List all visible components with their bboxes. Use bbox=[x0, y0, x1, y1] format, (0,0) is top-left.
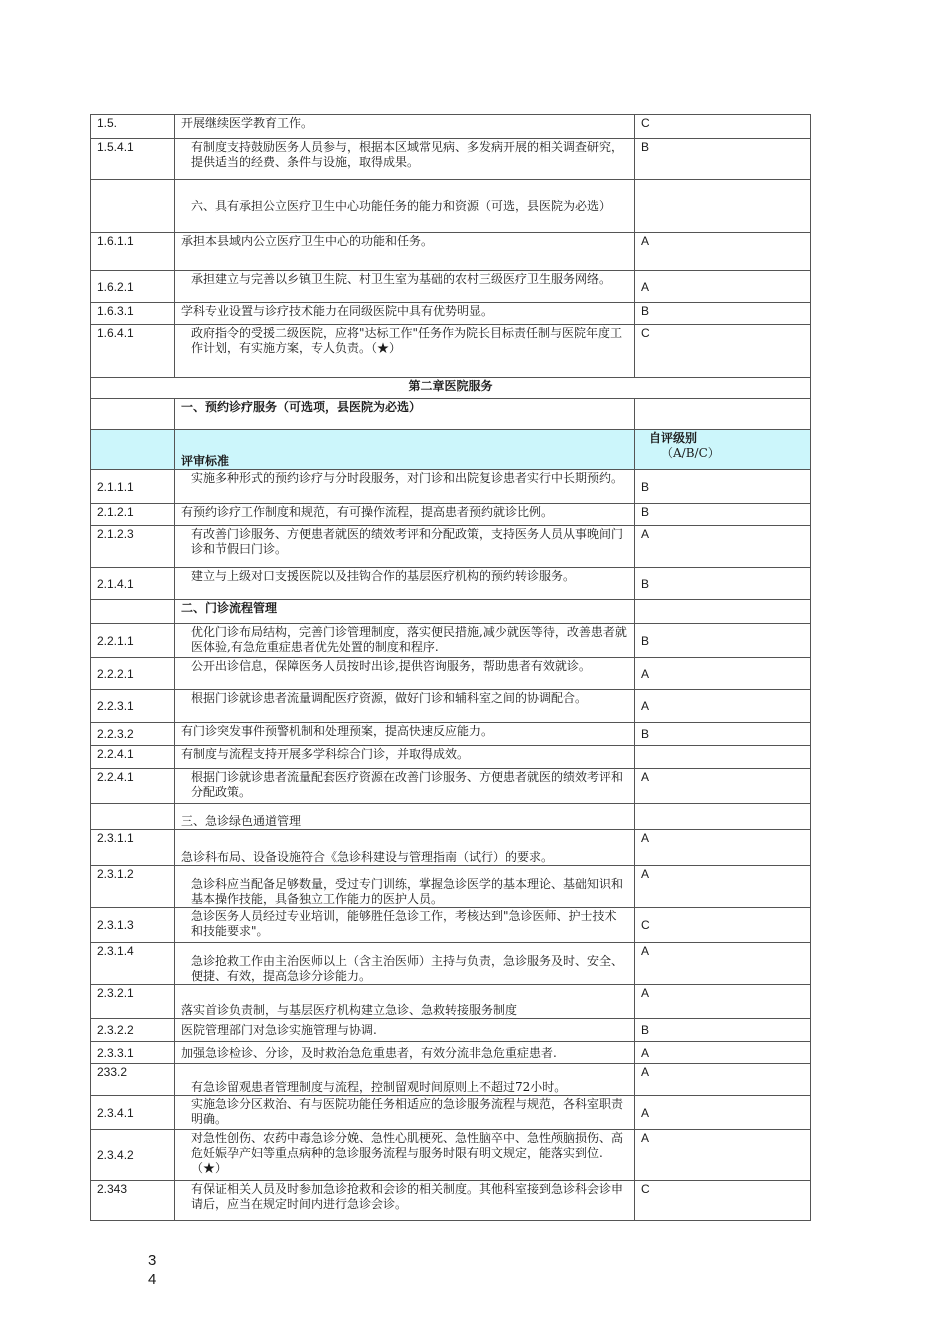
table-row bbox=[91, 233, 811, 271]
self-grade: A bbox=[635, 1064, 811, 1096]
self-grade: A bbox=[635, 830, 811, 866]
item-text: 急诊抢救工作由主治医师以上（含主治医师）主持与负责，急诊服务及时、安全、便捷、有效，提高急诊分诊能力。 bbox=[175, 943, 635, 985]
item-code: 1.6.1.1 bbox=[91, 233, 175, 271]
item-text: 优化门诊布局结构，完善门诊管理制度，落实便民措施,减少就医等待，改善患者就医体验,有急危重症患者优先处置的制度和程序. bbox=[175, 624, 635, 658]
table-row bbox=[91, 985, 811, 1019]
item-code: 2.1.2.3 bbox=[91, 526, 175, 568]
item-code: 2.3.1.1 bbox=[91, 830, 175, 866]
item-code: 1.6.3.1 bbox=[91, 303, 175, 325]
item-text: 实施多种形式的预约诊疗与分时段服务，对门诊和出院复诊患者实行中长期预约。 bbox=[175, 470, 635, 504]
item-text: 学科专业设置与诊疗技术能力在同级医院中具有优势明显。 bbox=[175, 303, 635, 325]
self-grade: A bbox=[635, 943, 811, 985]
chapter-title: 第二章医院服务 bbox=[91, 378, 811, 399]
table-row bbox=[91, 115, 811, 139]
item-text: 有制度与流程支持开展多学科综合门诊，并取得成效。 bbox=[175, 746, 635, 769]
section-row bbox=[91, 600, 811, 624]
table-row bbox=[91, 470, 811, 504]
self-grade: A bbox=[635, 866, 811, 908]
table-row bbox=[91, 568, 811, 600]
self-grade bbox=[635, 180, 811, 233]
self-grade: B bbox=[635, 1019, 811, 1042]
table-row bbox=[91, 504, 811, 526]
self-grade: A bbox=[635, 658, 811, 690]
table-row bbox=[91, 1042, 811, 1064]
table-row bbox=[91, 1130, 811, 1181]
self-grade: B bbox=[635, 504, 811, 526]
item-text: 根据门诊就诊患者流量配套医疗资源在改善门诊服务、方便患者就医的绩效考评和分配政策。 bbox=[175, 769, 635, 804]
self-grade: C bbox=[635, 1181, 811, 1221]
header-standard: 评审标准 bbox=[175, 430, 635, 470]
table-row bbox=[91, 1096, 811, 1130]
item-text: 实施急诊分区救治、有与医院功能任务相适应的急诊服务流程与规范，各科室职责明确。 bbox=[175, 1096, 635, 1130]
item-text: 急诊科应当配备足够数量，受过专门训练，掌握急诊医学的基本理论、基础知识和基本操作技能，具备独立工作能力的医护人员。 bbox=[175, 866, 635, 908]
item-code: 2.3.1.4 bbox=[91, 943, 175, 985]
item-code: 2.2.3.2 bbox=[91, 723, 175, 746]
self-grade bbox=[635, 746, 811, 769]
item-code: 2.1.1.1 bbox=[91, 470, 175, 504]
table-row bbox=[91, 746, 811, 769]
item-text: 公开出诊信息，保障医务人员按时出诊,提供咨询服务，帮助患者有效就诊。 bbox=[175, 658, 635, 690]
item-text: 有制度支持鼓励医务人员参与，根据本区域常见病、多发病开展的相关调查研究，提供适当的经费、条件与设施，取得成果。 bbox=[175, 139, 635, 180]
item-text: 政府指令的受援二级医院，应将"达标工作"任务作为院长目标责任制与医院年度工作计划，有实施方案，专人负责。（★） bbox=[175, 325, 635, 378]
item-text: 急诊科布局、设备设施符合《急诊科建设与管理指南（试行）的要求。 bbox=[175, 830, 635, 866]
header-grade-sub: （A/B/C） bbox=[661, 446, 720, 460]
item-code: 2.3.3.1 bbox=[91, 1042, 175, 1064]
self-grade: A bbox=[635, 769, 811, 804]
self-grade: A bbox=[635, 1130, 811, 1181]
self-grade: A bbox=[635, 233, 811, 271]
section-heading: 一、预约诊疗服务（可选项，县医院为必选） bbox=[175, 399, 635, 430]
item-code: 2.2.2.1 bbox=[91, 658, 175, 690]
item-text: 医院管理部门对急诊实施管理与协调. bbox=[175, 1019, 635, 1042]
page-number-digit: 3 bbox=[148, 1252, 157, 1269]
item-code: 2.3.4.2 bbox=[91, 1130, 175, 1181]
table-header-row bbox=[91, 430, 811, 470]
self-grade: B bbox=[635, 568, 811, 600]
self-grade: A bbox=[635, 1042, 811, 1064]
self-grade: B bbox=[635, 139, 811, 180]
item-text: 有门诊突发事件预警机制和处理预案，提高快速反应能力。 bbox=[175, 723, 635, 746]
item-text: 有保证相关人员及时参加急诊抢救和会诊的相关制度。其他科室接到急诊科会诊申请后，应当在规定时间内进行急诊会诊。 bbox=[175, 1181, 635, 1221]
table-row bbox=[91, 139, 811, 180]
self-grade: B bbox=[635, 303, 811, 325]
item-code: 2.1.2.1 bbox=[91, 504, 175, 526]
table-row bbox=[91, 723, 811, 746]
table-row bbox=[91, 1019, 811, 1042]
section-row bbox=[91, 399, 811, 430]
table-row bbox=[91, 325, 811, 378]
item-text: 急诊医务人员经过专业培训，能够胜任急诊工作，考核达到"急诊医师、护士技术和技能要求"。 bbox=[175, 908, 635, 943]
empty-cell bbox=[91, 804, 175, 830]
table-row bbox=[91, 303, 811, 325]
self-grade: C bbox=[635, 115, 811, 139]
item-code: 2.2.4.1 bbox=[91, 769, 175, 804]
item-code: 2.3.1.2 bbox=[91, 866, 175, 908]
item-code bbox=[91, 180, 175, 233]
table-row bbox=[91, 624, 811, 658]
item-code: 2.3.4.1 bbox=[91, 1096, 175, 1130]
table-row bbox=[91, 830, 811, 866]
review-standards-table bbox=[90, 114, 811, 1221]
section-heading: 六、具有承担公立医疗卫生中心功能任务的能力和资源（可选，县医院为必选） bbox=[175, 180, 635, 233]
item-text: 有改善门诊服务、方便患者就医的绩效考评和分配政策，支持医务人员从事晚间门诊和节假曰门诊。 bbox=[175, 526, 635, 568]
self-grade: A bbox=[635, 985, 811, 1019]
item-code: 2.2.4.1 bbox=[91, 746, 175, 769]
empty-cell bbox=[635, 804, 811, 830]
self-grade: A bbox=[635, 526, 811, 568]
item-code: 1.6.2.1 bbox=[91, 271, 175, 303]
item-text: 加强急诊检诊、分诊，及时救治急危重患者，有效分流非急危重症患者. bbox=[175, 1042, 635, 1064]
item-text: 有急诊留观患者管理制度与流程，控制留观时间原则上不超过72小时。 bbox=[175, 1064, 635, 1096]
table-row bbox=[91, 180, 811, 233]
item-text: 承担本县域内公立医疗卫生中心的功能和任务。 bbox=[175, 233, 635, 271]
self-grade: A bbox=[635, 1096, 811, 1130]
table-row bbox=[91, 908, 811, 943]
self-grade: B bbox=[635, 470, 811, 504]
table-row bbox=[91, 690, 811, 723]
empty-cell bbox=[635, 399, 811, 430]
page-number bbox=[148, 1251, 168, 1289]
section-heading: 三、急诊绿色通道管理 bbox=[175, 804, 635, 830]
item-code: 2.3.1.3 bbox=[91, 908, 175, 943]
item-code: 2.2.3.1 bbox=[91, 690, 175, 723]
chapter-row bbox=[91, 378, 811, 399]
self-grade: B bbox=[635, 624, 811, 658]
self-grade: A bbox=[635, 271, 811, 303]
section-row bbox=[91, 804, 811, 830]
item-code: 2.343 bbox=[91, 1181, 175, 1221]
header-grade-label: 自评级别 bbox=[649, 431, 698, 445]
header-self-grade bbox=[635, 430, 811, 470]
item-text: 开展继续医学教育工作。 bbox=[175, 115, 635, 139]
item-code: 2.3.2.1 bbox=[91, 985, 175, 1019]
self-grade: A bbox=[635, 690, 811, 723]
empty-cell bbox=[91, 399, 175, 430]
item-code: 1.5.4.1 bbox=[91, 139, 175, 180]
page-number-digit: 4 bbox=[148, 1271, 157, 1288]
self-grade: B bbox=[635, 723, 811, 746]
section-heading: 二、门诊流程管理 bbox=[175, 600, 635, 624]
table-row bbox=[91, 866, 811, 908]
item-text: 有预约诊疗工作制度和规范，有可操作流程，提高患者预约就诊比例。 bbox=[175, 504, 635, 526]
item-code: 2.1.4.1 bbox=[91, 568, 175, 600]
self-grade: C bbox=[635, 908, 811, 943]
item-text: 落实首诊负责制，与基层医疗机构建立急诊、急救转接服务制度 bbox=[175, 985, 635, 1019]
item-text: 根据门诊就诊患者流量调配医疗资源，做好门诊和辅科室之间的协调配合。 bbox=[175, 690, 635, 723]
item-code: 1.6.4.1 bbox=[91, 325, 175, 378]
header-code-cell bbox=[91, 430, 175, 470]
table-row bbox=[91, 658, 811, 690]
item-code: 2.2.1.1 bbox=[91, 624, 175, 658]
self-grade: C bbox=[635, 325, 811, 378]
item-text: 承担建立与完善以乡镇卫生院、村卫生室为基础的农村三级医疗卫生服务网络。 bbox=[175, 271, 635, 303]
table-row bbox=[91, 1181, 811, 1221]
table-row bbox=[91, 943, 811, 985]
item-code: 2.3.2.2 bbox=[91, 1019, 175, 1042]
item-text: 建立与上级对口支援医院以及挂钩合作的基层医疗机构的预约转诊服务。 bbox=[175, 568, 635, 600]
empty-cell bbox=[635, 600, 811, 624]
table-row bbox=[91, 526, 811, 568]
table-row bbox=[91, 1064, 811, 1096]
item-code: 233.2 bbox=[91, 1064, 175, 1096]
item-text: 对急性创伤、农药中毒急诊分娩、急性心肌梗死、急性脑卒中、急性颅脑损伤、高危妊娠孕产妇等重点病种的急诊服务流程与服务时限有明文规定，能落实到位.（★） bbox=[175, 1130, 635, 1181]
table-row bbox=[91, 271, 811, 303]
item-code: 1.5. bbox=[91, 115, 175, 139]
empty-cell bbox=[91, 600, 175, 624]
table-row bbox=[91, 769, 811, 804]
